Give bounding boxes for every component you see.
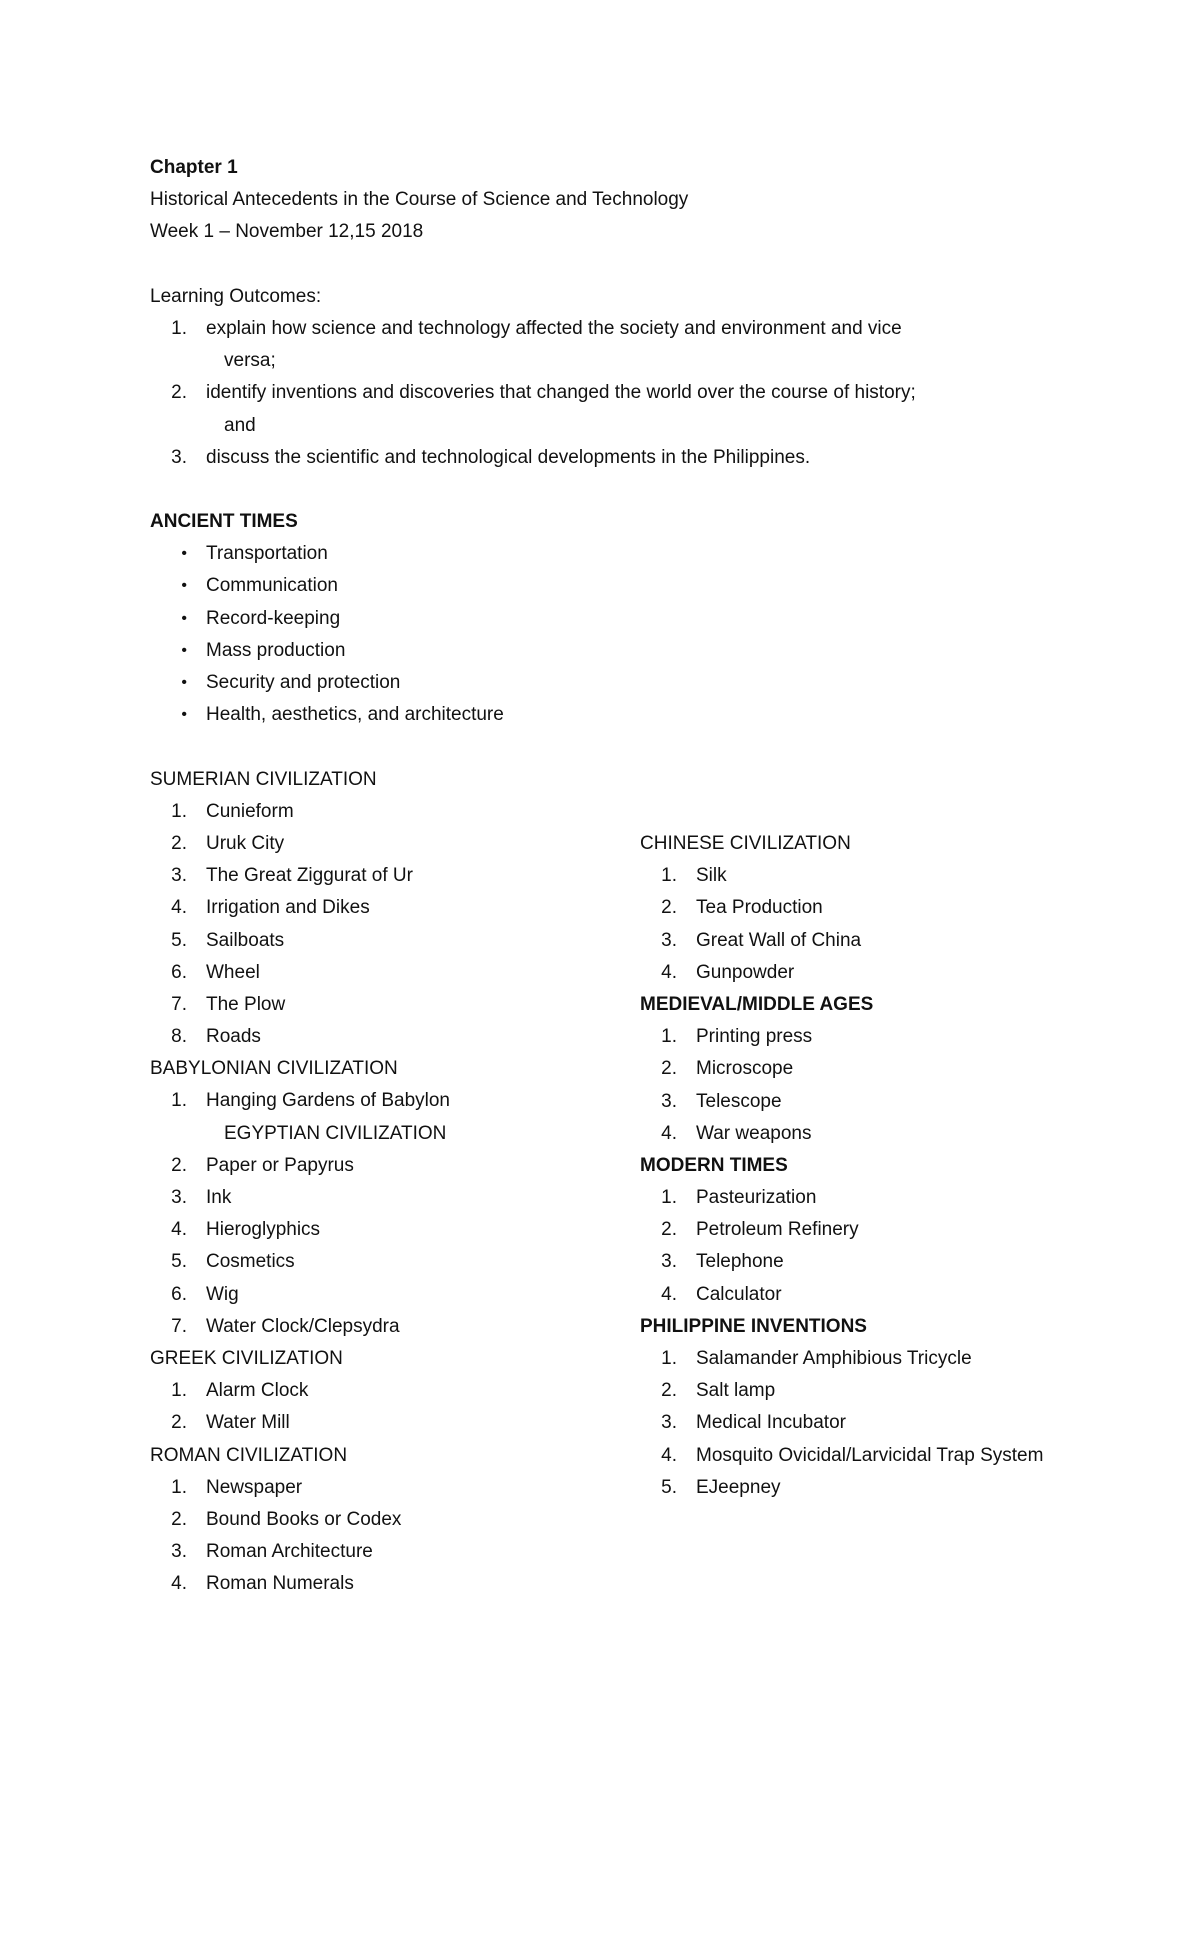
list-item: 3. The Great Ziggurat of Ur xyxy=(171,865,413,887)
list-item: 5. EJeepney xyxy=(661,1476,781,1498)
list-item: 1. Pasteurization xyxy=(661,1187,817,1209)
ancient-times-list xyxy=(150,538,1010,731)
bullet-icon: • xyxy=(181,641,187,659)
list-item: 4. Hieroglyphics xyxy=(171,1219,321,1241)
list-item: 3. discuss the scientific and technological developments in the Philippines. xyxy=(171,446,811,468)
chinese-list xyxy=(640,860,1160,989)
list-item: 1. Newspaper xyxy=(171,1476,303,1498)
bullet-icon: • xyxy=(181,577,187,595)
ancient-times-heading: ANCIENT TIMES xyxy=(150,511,298,533)
list-item: 7. The Plow xyxy=(171,993,286,1015)
list-item: 2. Water Mill xyxy=(171,1412,290,1434)
list-item: 1. Cunieform xyxy=(171,800,294,822)
list-item: 3. Roman Architecture xyxy=(171,1541,373,1563)
list-item: 4. Calculator xyxy=(661,1283,782,1305)
medieval-list xyxy=(640,1021,1160,1150)
bullet-icon: • xyxy=(181,545,187,563)
chapter-label: Chapter 1 xyxy=(150,157,238,178)
list-item: 8. Roads xyxy=(171,1026,261,1048)
modern-heading: MODERN TIMES xyxy=(640,1154,788,1176)
greek-heading: GREEK CIVILIZATION xyxy=(150,1347,343,1369)
list-item: 2. Petroleum Refinery xyxy=(661,1219,859,1241)
list-item: 2. identify inventions and discoveries that changed the world over the course of history; and xyxy=(171,382,916,436)
list-item: 4. Gunpowder xyxy=(661,961,795,983)
sumerian-heading: SUMERIAN CIVILIZATION xyxy=(150,768,377,790)
list-item: • Communication xyxy=(150,570,1010,602)
philippine-list xyxy=(640,1343,1160,1504)
right-column xyxy=(640,828,1160,1504)
chapter-title: Historical Antecedents in the Course of Science and Technology xyxy=(150,189,689,211)
list-item: 1. Salamander Amphibious Tricycle xyxy=(661,1348,972,1369)
list-item: 5. Cosmetics xyxy=(171,1251,295,1273)
list-item: 6. Wheel xyxy=(171,961,260,983)
list-item: 4. Mosquito Ovicidal/Larvicidal Trap System xyxy=(661,1444,1044,1466)
modern-list xyxy=(640,1182,1160,1311)
list-item: 5. Sailboats xyxy=(171,929,285,951)
list-item: • Record-keeping xyxy=(150,603,1010,635)
egyptian-heading: EGYPTIAN CIVILIZATION xyxy=(224,1122,447,1144)
list-item: 1. explain how science and technology affected the society and environment and vice versa; xyxy=(171,317,902,372)
learning-outcomes-heading: Learning Outcomes: xyxy=(150,285,322,307)
list-item: 2. Uruk City xyxy=(171,832,285,854)
list-item: 3. Medical Incubator xyxy=(661,1412,846,1434)
list-item: 3. Ink xyxy=(171,1187,232,1208)
medieval-heading: MEDIEVAL/MIDDLE AGES xyxy=(640,993,874,1015)
list-item: 1. Alarm Clock xyxy=(171,1380,309,1402)
list-item: 1. Silk xyxy=(661,865,727,887)
chinese-heading: CHINESE CIVILIZATION xyxy=(640,833,851,854)
list-item: 7. Water Clock/Clepsydra xyxy=(171,1315,400,1337)
list-item: 2. Bound Books or Codex xyxy=(171,1508,402,1530)
roman-heading: ROMAN CIVILIZATION xyxy=(150,1444,348,1466)
list-item: 3. Great Wall of China xyxy=(661,929,862,951)
bullet-icon: • xyxy=(181,674,187,691)
list-item: 1. Printing press xyxy=(661,1026,813,1048)
list-item: 2. Tea Production xyxy=(661,897,823,919)
list-item: • Mass production xyxy=(150,635,1010,667)
list-item: 4. Roman Numerals xyxy=(171,1573,354,1595)
philippine-heading: PHILIPPINE INVENTIONS xyxy=(640,1315,867,1337)
list-item: 3. Telephone xyxy=(661,1251,784,1273)
list-item: 1. Hanging Gardens of Babylon xyxy=(171,1090,450,1112)
list-item: 4. Irrigation and Dikes xyxy=(171,897,370,919)
list-item: • Transportation xyxy=(150,538,1010,570)
list-item: • Security and protection xyxy=(150,667,1010,699)
list-item: 2. Salt lamp xyxy=(661,1380,776,1402)
list-item: 2. Microscope xyxy=(661,1058,794,1080)
babylonian-heading: BABYLONIAN CIVILIZATION xyxy=(150,1058,398,1080)
bullet-icon: • xyxy=(181,609,187,627)
list-item: 2. Paper or Papyrus xyxy=(171,1154,354,1176)
bullet-icon: • xyxy=(181,706,187,724)
list-item: 6. Wig xyxy=(171,1283,239,1305)
list-item: 3. Telescope xyxy=(661,1090,782,1112)
list-item: 4. War weapons xyxy=(661,1122,812,1144)
week-date: Week 1 – November 12,15 2018 xyxy=(150,221,424,243)
learning-outcomes-list xyxy=(150,313,1010,474)
list-item: • Health, aesthetics, and architecture xyxy=(150,699,1010,731)
